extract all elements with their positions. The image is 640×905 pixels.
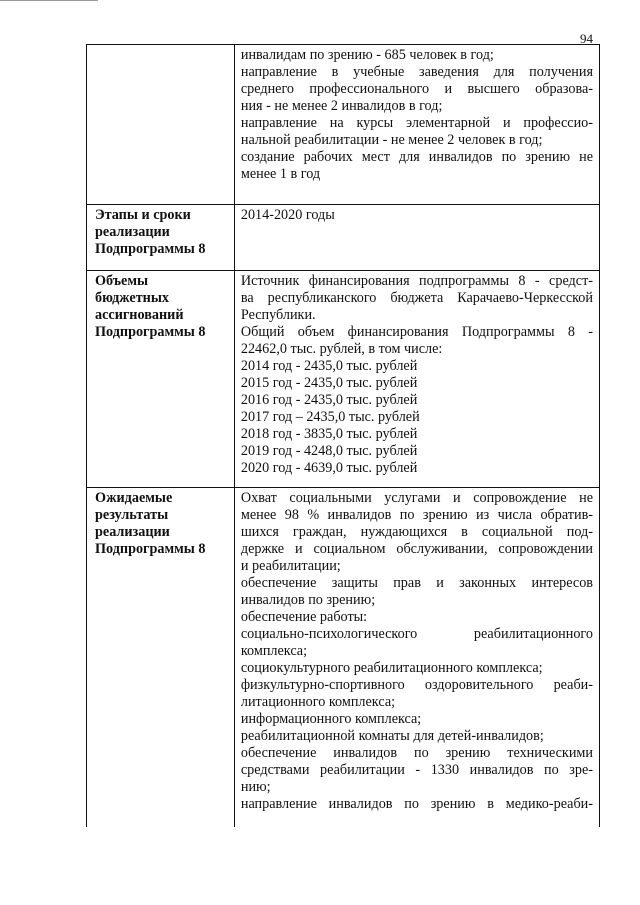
row-label-line: Подпрограммы 8 <box>95 541 206 557</box>
row-label-cell <box>87 205 235 271</box>
text-line: информационного комплекса; <box>240 711 422 727</box>
text-line: 2016 год - 2435,0 тыс. рублей <box>240 392 418 408</box>
text-line: 2014-2020 годы <box>240 207 335 223</box>
passport-table <box>86 44 600 827</box>
text-line: комплекса; <box>240 643 308 659</box>
row-label-line: реализации <box>95 524 170 540</box>
text-line: 2019 год - 4248,0 тыс. рублей <box>240 443 418 459</box>
text-line: ния - не менее 2 инвалидов в год; <box>240 98 443 114</box>
text-line: обеспечение работы: <box>240 609 368 625</box>
text-line: направление инвалидов по зрению в медико-реаби- <box>240 796 593 812</box>
text-line: шихся граждан, нуждающихся в социальной под- <box>240 524 593 540</box>
text-line: инвалидов по зрению; <box>240 592 376 608</box>
text-line: направление на курсы элементарной и профессио- <box>240 115 593 131</box>
text-line: Охват социальными услугами и сопровождение не <box>240 490 593 506</box>
text-line: Источник финансирования подпрограммы 8 - средст- <box>240 273 593 289</box>
row-content-cell <box>234 488 599 828</box>
text-line: создание рабочих мест для инвалидов по зрению не <box>240 149 593 165</box>
text-line: 2020 год - 4639,0 тыс. рублей <box>240 460 418 476</box>
text-line: реабилитационной комнаты для детей-инвалидов; <box>240 728 544 744</box>
row-label-line: бюджетных <box>95 290 170 306</box>
text-line: физкультурно-спортивного оздоровительного реаби- <box>240 677 593 693</box>
row-label-line: ассигнований <box>95 307 184 323</box>
row-label-line: Ожидаемые <box>95 490 173 506</box>
row-label-line: реализации <box>95 224 170 240</box>
row-content-cell <box>234 271 599 488</box>
row-label-line: Подпрограммы 8 <box>95 324 206 340</box>
text-line: нальной реабилитации - не менее 2 человек в год; <box>240 132 543 148</box>
row-label-cell <box>87 271 235 488</box>
text-line: Общий объем финансирования Подпрограммы 8 - <box>240 324 593 340</box>
top-rule <box>0 0 98 1</box>
row-label-line: результаты <box>95 507 169 523</box>
row-label-cell <box>87 45 235 205</box>
text-line: 2014 год - 2435,0 тыс. рублей <box>240 358 418 374</box>
table-row <box>87 205 600 271</box>
text-line: 2017 год – 2435,0 тыс. рублей <box>240 409 420 425</box>
row-label-cell <box>87 488 235 828</box>
text-line: 2015 год - 2435,0 тыс. рублей <box>240 375 418 391</box>
text-line: держке и социальном обслуживании, сопровождении <box>240 541 593 557</box>
page-number: 94 <box>580 31 593 46</box>
text-line: среднего профессионального и высшего образова- <box>240 81 593 97</box>
table-row <box>87 45 600 205</box>
row-label-line: Этапы и сроки <box>95 207 191 223</box>
text-line: обеспечение защиты прав и законных интересов <box>240 575 593 591</box>
text-line: ва республиканского бюджета Карачаево-Черкесской <box>240 290 593 306</box>
table-row <box>87 271 600 488</box>
text-line: средствами реабилитации - 1330 инвалидов по зре- <box>240 762 593 778</box>
text-line: литационного комплекса; <box>240 694 396 710</box>
text-line: менее 98 % инвалидов по зрению из числа обратив- <box>240 507 593 523</box>
text-line: менее 1 в год <box>240 166 321 182</box>
text-line: социально-психологического реабилитационного <box>240 626 593 642</box>
text-line: инвалидам по зрению - 685 человек в год; <box>240 47 494 63</box>
text-line: обеспечение инвалидов по зрению техническими <box>240 745 593 761</box>
text-line: 2018 год - 3835,0 тыс. рублей <box>240 426 418 442</box>
row-label-line: Подпрограммы 8 <box>95 241 206 257</box>
row-content-cell <box>234 205 599 271</box>
text-line: и реабилитации; <box>240 558 341 574</box>
row-label-line: Объемы <box>95 273 149 289</box>
row-content-cell <box>234 45 599 205</box>
text-line: Республики. <box>240 307 316 323</box>
text-line: 22462,0 тыс. рублей, в том числе: <box>240 341 443 357</box>
table-row <box>87 488 600 828</box>
text-line: нию; <box>240 779 271 795</box>
text-line: направление в учебные заведения для получения <box>240 64 593 80</box>
text-line: социокультурного реабилитационного комплекса; <box>240 660 543 676</box>
